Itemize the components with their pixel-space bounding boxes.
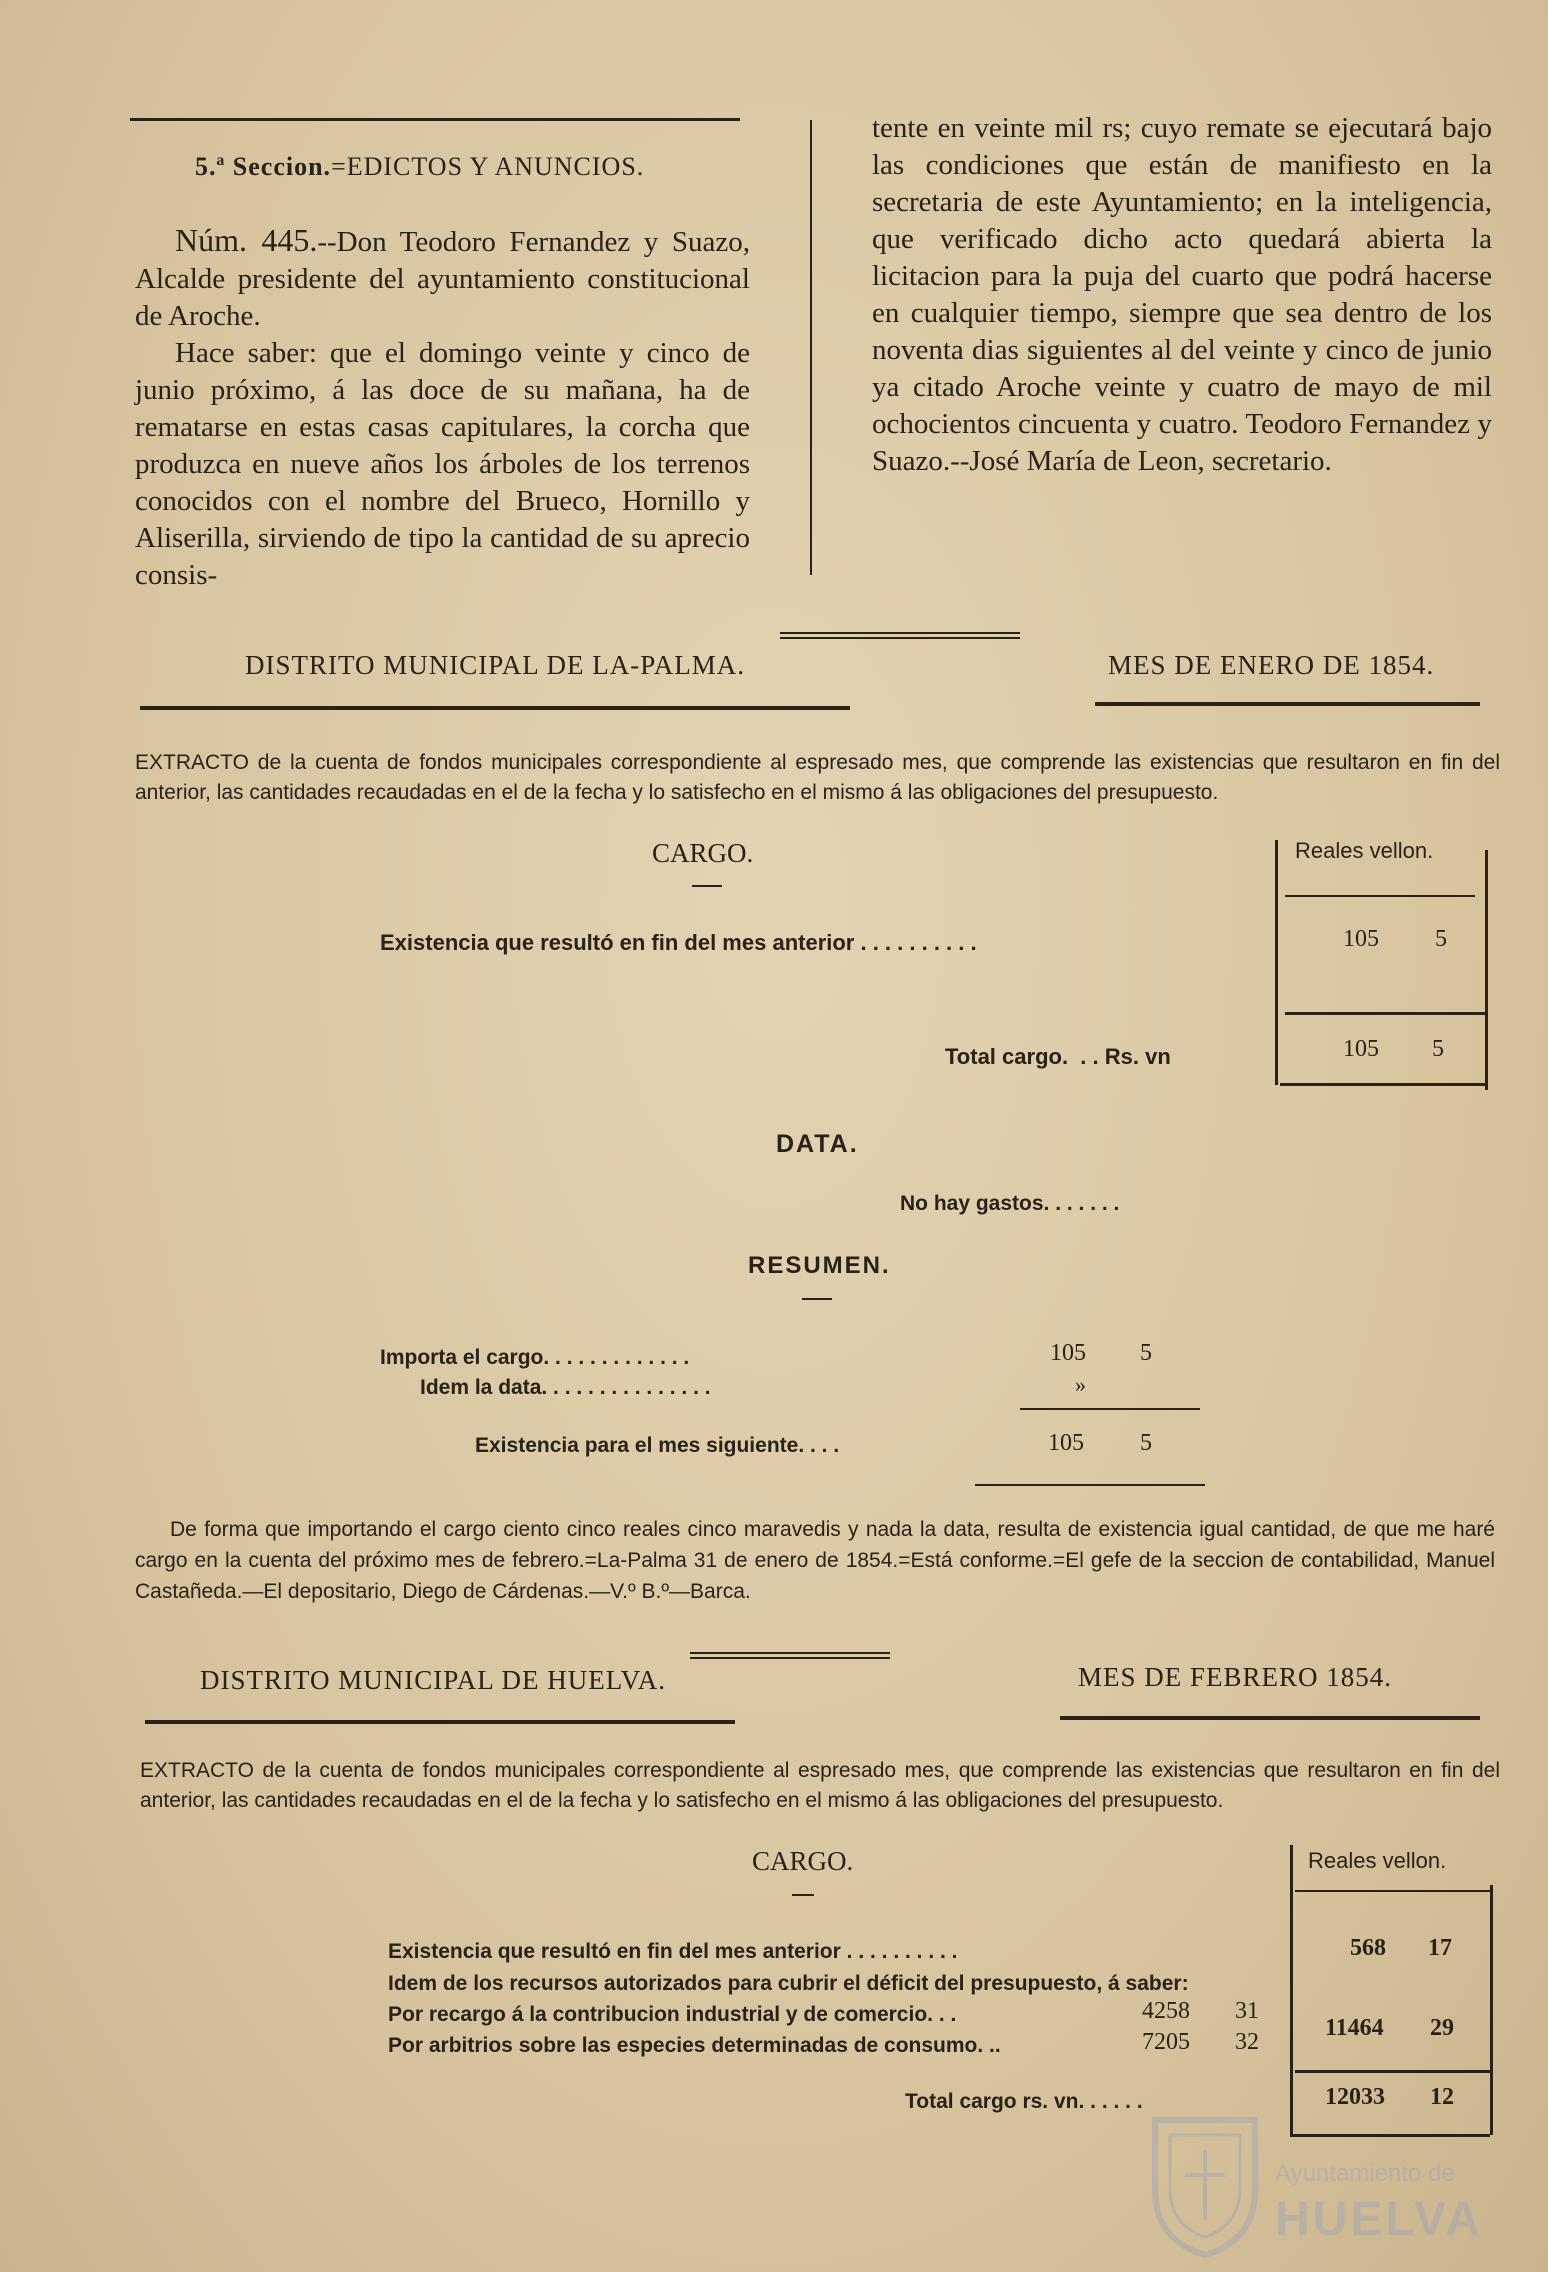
huelva-total-row: Total cargo rs. vn. . . . . . — [905, 2090, 1143, 2113]
huelva-cargo-title: CARGO. — [752, 1846, 854, 1876]
huelva-row-1-label: Existencia que resultó en fin del mes anterior — [388, 1940, 841, 1963]
huelva-row-4: Por arbitrios sobre las especies determinadas de consumo. .. — [388, 2034, 1001, 2057]
huelva-total-mrs: 12 — [1430, 2084, 1454, 2110]
section-title: EDICTOS Y ANUNCIOS. — [346, 152, 645, 181]
huelva-row-1: Existencia que resultó en fin del mes anterior . . . . . . . . . . — [388, 1940, 958, 1963]
palma-district-title: DISTRITO MUNICIPAL DE LA-PALMA. — [245, 650, 746, 680]
huelva-row-4-reales: 7205 — [1142, 2029, 1190, 2055]
palma-siguiente-row: Existencia para el mes siguiente. . . . — [475, 1434, 840, 1457]
huelva-row-3: Por recargo á la contribucion industrial y de comercio. . . — [388, 2003, 957, 2026]
palma-box-left — [1275, 840, 1278, 1085]
palma-closing — [135, 1514, 1495, 1607]
huelva-row-1-mrs: 17 — [1428, 1935, 1452, 1961]
huelva-box-rule-2 — [1295, 2070, 1490, 2073]
section-heading: 5.ª Seccion.=EDICTOS Y ANUNCIOS. — [195, 152, 645, 181]
palma-total-unit: Rs. vn — [1104, 1044, 1171, 1069]
edict-intro — [135, 222, 750, 335]
palma-siguiente-mrs: 5 — [1140, 1430, 1152, 1456]
huelva-row-1-reales: 568 — [1350, 1935, 1386, 1961]
huelva-box-rule-1 — [1295, 1890, 1490, 1892]
palma-total-mrs: 5 — [1432, 1036, 1444, 1062]
palma-existencia-label: Existencia que resultó en fin del mes anterior — [380, 930, 855, 955]
huelva-extract-text: EXTRACTO de la cuenta de fondos municipales correspondiente al espresado mes, que comprende las existencias que resultaron en fin del anterior, las cantidades recaudadas en el de la fecha y lo satisfecho en el mismo á las obligaciones del presupuesto. — [140, 1759, 1500, 1812]
palma-no-gastos-row: No hay gastos. . . . . . . — [900, 1192, 1120, 1215]
huelva-total-label: Total cargo rs. vn. — [905, 2090, 1085, 2113]
separator-double-rule — [780, 632, 1020, 639]
palma-bottom-rule — [975, 1484, 1205, 1486]
edict-paragraph-2: Hace saber: que el domingo veinte y cinco de junio próximo, á las doce de su mañana, ha de rematarse en estas casas capitulares, la corcha que produzca en nueve años los árboles de los terrenos conocidos con el nombre del Brueco, Hornillo y Aliserilla, sirviendo de tipo la cantidad de su aprecio consis- — [135, 337, 750, 591]
palma-existencia-mrs: 5 — [1435, 926, 1447, 952]
huelva-reales-header: Reales vellon. — [1308, 1848, 1447, 1873]
palma-cargo-underline — [692, 885, 722, 887]
palma-total-reales: 105 — [1343, 1036, 1379, 1062]
edict-left-column — [135, 222, 750, 594]
palma-data-title: DATA. — [776, 1130, 859, 1158]
huelva-row-2 — [388, 1972, 1189, 1996]
huelva-district-title: DISTRITO MUNICIPAL DE HUELVA. — [200, 1665, 667, 1695]
edict-paragraph-1: --Don Teodoro Fernandez y Suazo, Alcalde presidente del ayuntamiento constitucional de Aroche. — [135, 226, 750, 332]
palma-resumen-title: RESUMEN. — [748, 1252, 891, 1279]
palma-importa-label: Importa el cargo. — [380, 1346, 550, 1369]
top-rule — [130, 118, 740, 121]
huelva-subtotal-mrs: 29 — [1430, 2015, 1454, 2041]
section-number: 5.ª Seccion. — [195, 152, 332, 181]
ayuntamiento-watermark — [1145, 2110, 1485, 2260]
palma-idem-row: Idem la data. . . . . . . . . . . . . . . — [420, 1376, 711, 1399]
huelva-box-left — [1290, 1845, 1293, 2135]
edict-number: Núm. 445. — [175, 222, 318, 258]
palma-cargo-title: CARGO. — [652, 838, 754, 868]
palma-siguiente-reales: 105 — [1048, 1430, 1084, 1456]
huelva-row-3-reales: 4258 — [1142, 1998, 1190, 2024]
palma-existencia-row: Existencia que resultó en fin del mes anterior . . . . . . . . . . — [380, 930, 977, 955]
palma-reales-header: Reales vellon. — [1295, 838, 1434, 863]
palma-total-row: Total cargo. . . Rs. vn — [945, 1044, 1171, 1069]
huelva-rule-right — [1060, 1716, 1480, 1720]
palma-total-label: Total cargo. — [945, 1044, 1069, 1069]
edict-paragraph-3: tente en veinte mil rs; cuyo remate se ejecutará bajo las condiciones que están de manifiesto en la secretaria de este Ayuntamiento; en la inteligencia, que verificado dicho acto quedará abierta la licitacion para la puja del cuarto que podrá hacerse en cualquier tiempo, siempre que sea dentro de los noventa dias siguientes al del veinte y cinco de junio ya citado Aroche veinte y cuatro de mayo de mil ochocientos cincuenta y cuatro. Teodoro Fernandez y Suazo.--José María de Leon, secretario. — [872, 112, 1492, 477]
huelva-row-4-label: Por arbitrios sobre las especies determinadas de consumo. — [388, 2034, 984, 2057]
palma-box-right — [1485, 850, 1488, 1090]
huelva-cargo-underline — [792, 1894, 814, 1896]
huelva-rule-left — [145, 1720, 735, 1724]
palma-rule-right — [1095, 702, 1480, 706]
huelva-extract — [140, 1756, 1500, 1816]
palma-closing-text: De forma que importando el cargo ciento cinco reales cinco maravedis y nada la data, resulta de existencia igual cantidad, de que me haré cargo en la cuenta del próximo mes de febrero.=La-Palma 31 de enero de 1854.=Está conforme.=El gefe de la seccion de contabilidad, Manuel Castañeda.—El depositario, Diego de Cárdenas.—V.º B.º—Barca. — [135, 1518, 1495, 1603]
palma-idem-label: Idem la data. — [420, 1376, 548, 1399]
edict-right-column — [872, 110, 1492, 480]
palma-importa-reales: 105 — [1050, 1340, 1086, 1366]
palma-rule-left — [140, 706, 850, 710]
huelva-total-reales: 12033 — [1325, 2084, 1385, 2110]
column-divider — [810, 120, 812, 575]
palma-box-rule-1 — [1285, 895, 1475, 897]
palma-extract — [135, 748, 1500, 808]
watermark-line-1: Ayuntamiento de — [1275, 2160, 1455, 2187]
palma-resumen-underline — [802, 1298, 832, 1300]
huelva-row-2-label: Idem de los recursos autorizados para cubrir el déficit del presupuesto, á saber: — [388, 1972, 1189, 1995]
palma-extract-text: EXTRACTO de la cuenta de fondos municipales correspondiente al espresado mes, que comprende las existencias que resultaron en fin del anterior, las cantidades recaudadas en el de la fecha y lo satisfecho en el mismo á las obligaciones del presupuesto. — [135, 751, 1500, 804]
coat-of-arms-icon — [1145, 2110, 1265, 2260]
huelva-box-right — [1490, 1885, 1493, 2135]
separator-double-rule-2 — [690, 1652, 890, 1659]
huelva-row-4-mrs: 32 — [1235, 2029, 1259, 2055]
palma-existencia-reales: 105 — [1343, 926, 1379, 952]
palma-resumen-rule — [1020, 1408, 1200, 1410]
palma-box-rule-3 — [1280, 1083, 1485, 1086]
palma-box-rule-2 — [1285, 1012, 1485, 1015]
huelva-row-3-label: Por recargo á la contribucion industrial y de comercio. — [388, 2003, 933, 2026]
palma-month-title: MES DE ENERO DE 1854. — [1108, 650, 1435, 680]
watermark-line-2: HUELVA — [1275, 2193, 1484, 2246]
palma-siguiente-label: Existencia para el mes siguiente. — [475, 1434, 805, 1457]
palma-no-gastos: No hay gastos. — [900, 1192, 1050, 1215]
huelva-subtotal-reales: 11464 — [1325, 2015, 1384, 2041]
palma-importa-mrs: 5 — [1140, 1340, 1152, 1366]
palma-importa-row: Importa el cargo. . . . . . . . . . . . . — [380, 1346, 690, 1369]
huelva-month-title: MES DE FEBRERO 1854. — [1078, 1662, 1393, 1692]
huelva-row-3-mrs: 31 — [1235, 1998, 1259, 2024]
palma-idem-value: » — [1075, 1372, 1086, 1397]
